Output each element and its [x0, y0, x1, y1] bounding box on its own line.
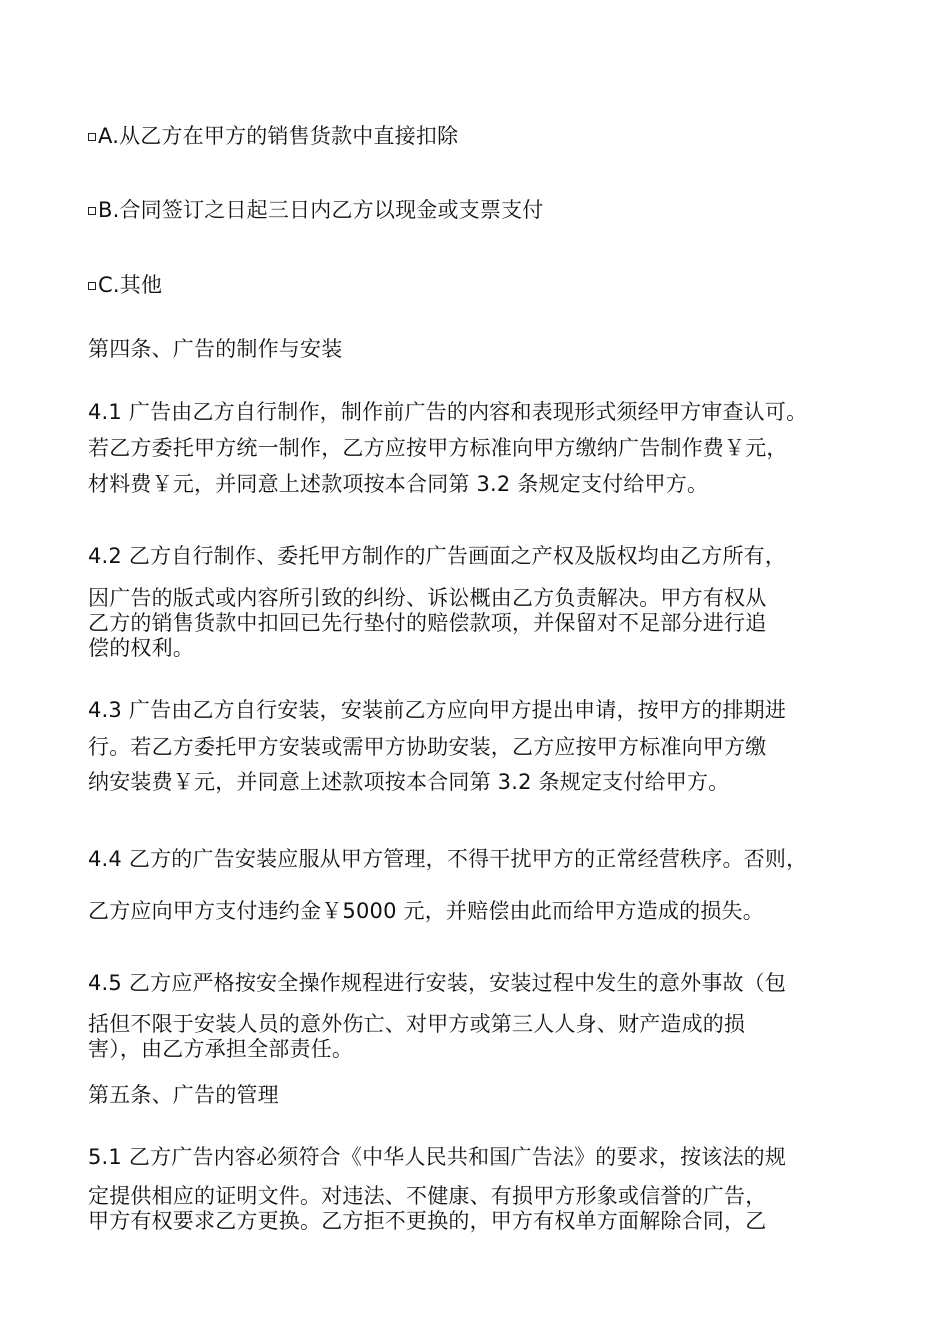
article-5-heading: 第五条、广告的管理 [88, 1083, 279, 1107]
clause-4-1-line-1: 4.1 广告由乙方自行制作，制作前广告的内容和表现形式须经甲方审查认可。 [88, 400, 808, 424]
article-4-heading: 第四条、广告的制作与安装 [88, 337, 343, 361]
clause-5-1-line-2: 定提供相应的证明文件。对违法、不健康、有损甲方形象或信誉的广告， [88, 1184, 767, 1208]
clause-5-1-line-3: 甲方有权要求乙方更换。乙方拒不更换的，甲方有权单方面解除合同，乙 [88, 1209, 767, 1233]
clause-4-2-line-4: 偿的权利。 [88, 636, 194, 660]
clause-4-2-line-2: 因广告的版式或内容所引致的纠纷、诉讼概由乙方负责解决。甲方有权从 [88, 586, 767, 610]
payment-option-b [88, 197, 543, 223]
clause-5-1-line-1: 5.1 乙方广告内容必须符合《中华人民共和国广告法》的要求，按该法的规 [88, 1145, 787, 1169]
payment-option-b-label: B.合同签订之日起三日内乙方以现金或支票支付 [98, 198, 544, 222]
payment-option-c [88, 272, 162, 298]
clause-4-2-line-1: 4.2 乙方自行制作、委托甲方制作的广告画面之产权及版权均由乙方所有， [88, 544, 787, 568]
payment-option-c-label: C.其他 [98, 273, 163, 297]
clause-4-1-line-2: 若乙方委托甲方统一制作，乙方应按甲方标准向甲方缴纳广告制作费￥元， [88, 436, 788, 460]
clause-4-5-line-2: 括但不限于安装人员的意外伤亡、对甲方或第三人人身、财产造成的损 [88, 1012, 746, 1036]
clause-4-4-line-1: 4.4 乙方的广告安装应服从甲方管理，不得干扰甲方的正常经营秩序。否则， [88, 847, 808, 871]
clause-4-5-line-1: 4.5 乙方应严格按安全操作规程进行安装，安装过程中发生的意外事故（包 [88, 971, 787, 995]
clause-4-4-line-2: 乙方应向甲方支付违约金￥5000 元，并赔偿由此而给甲方造成的损失。 [88, 899, 764, 923]
clause-4-3-line-2: 行。若乙方委托甲方安装或需甲方协助安装，乙方应按甲方标准向甲方缴 [88, 735, 767, 759]
clause-4-5-line-3: 害），由乙方承担全部责任。 [88, 1037, 354, 1061]
clause-4-3-line-1: 4.3 广告由乙方自行安装，安装前乙方应向甲方提出申请，按甲方的排期进 [88, 698, 787, 722]
checkbox-icon [88, 282, 96, 290]
checkbox-icon [88, 133, 96, 141]
payment-option-a [88, 123, 458, 149]
clause-4-1-line-3: 材料费￥元，并同意上述款项按本合同第 3.2 条规定支付给甲方。 [88, 472, 709, 496]
clause-4-3-line-3: 纳安装费￥元，并同意上述款项按本合同第 3.2 条规定支付给甲方。 [88, 770, 730, 794]
payment-option-a-label: A.从乙方在甲方的销售货款中直接扣除 [98, 124, 459, 148]
checkbox-icon [88, 207, 96, 215]
clause-4-2-line-3: 乙方的销售货款中扣回已先行垫付的赔偿款项，并保留对不足部分进行追 [88, 611, 767, 635]
